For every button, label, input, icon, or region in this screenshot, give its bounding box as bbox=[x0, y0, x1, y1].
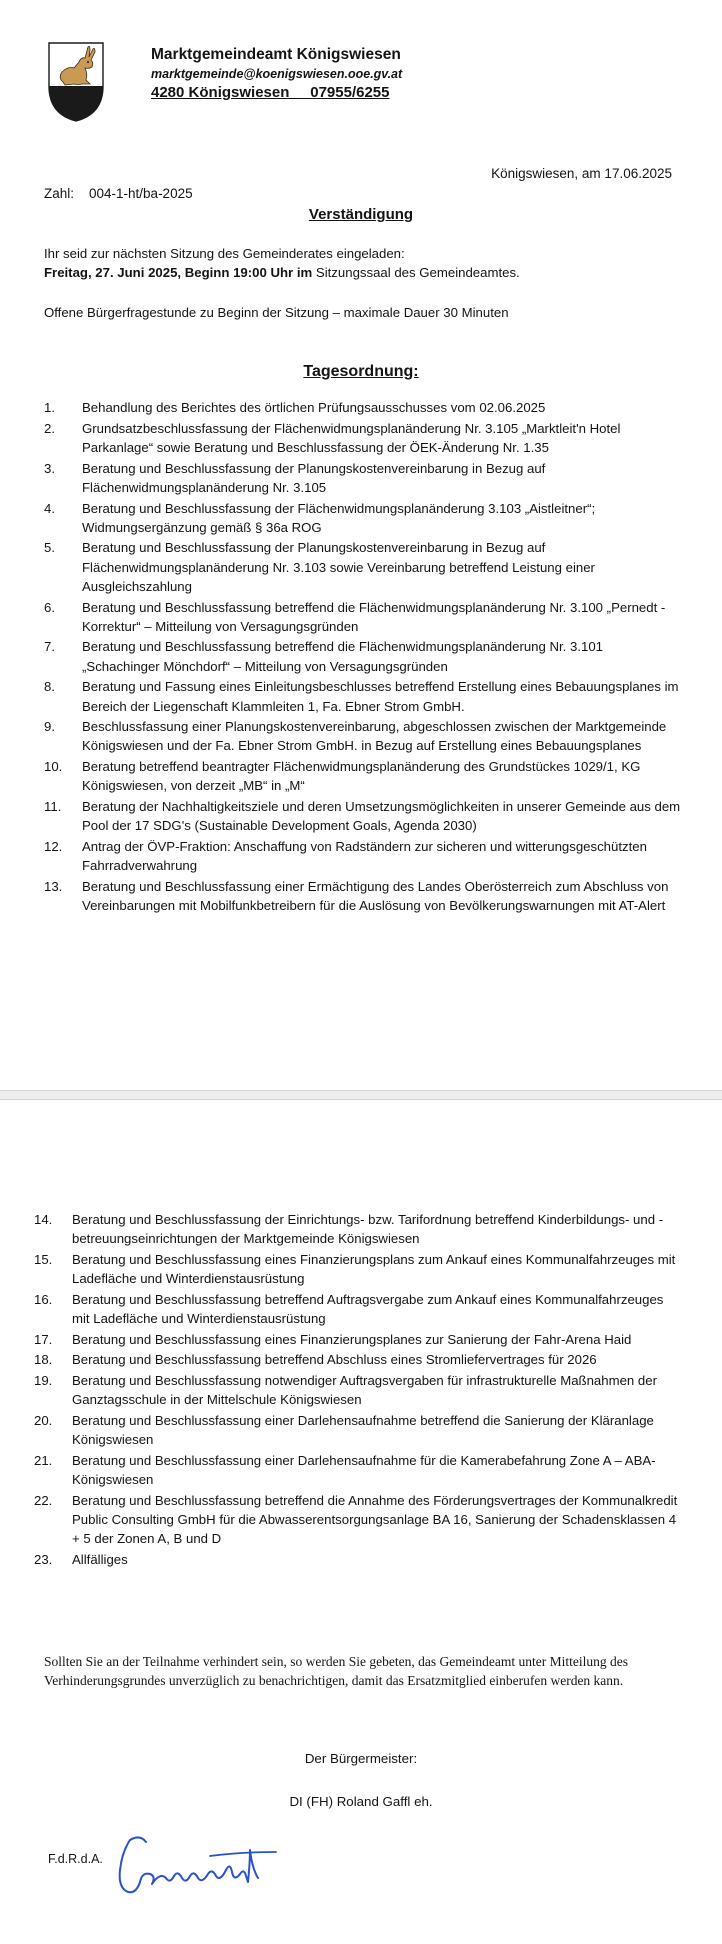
agenda-item-text: Beratung betreffend beantragter Flächenwidmungsplanänderung des Grundstückes 1029/1, KG Königswiesen, von derzeit „MB“ in „M“ bbox=[82, 759, 641, 794]
agenda-item-number: 16. bbox=[34, 1291, 53, 1307]
agenda-list-page-1 bbox=[44, 398, 682, 917]
agenda-item-number: 21. bbox=[34, 1452, 53, 1468]
agenda-item bbox=[34, 1250, 682, 1288]
agenda-item-number: 20. bbox=[34, 1413, 53, 1429]
agenda-item bbox=[44, 837, 682, 875]
agenda-item-text: Beratung und Beschlussfassung einer Ermächtigung des Landes Oberösterreich zum Abschluss von Vereinbarungen mit Mobilfunkbetreibern für die Auslösung von Bevölkerungswarnungen mit AT-Alert bbox=[82, 878, 669, 914]
agenda-item-text: Beratung und Beschlussfassung der Planungskostenvereinbarung in Bezug auf Flächenwidmungsplanänderung Nr. 3.105 bbox=[82, 460, 546, 495]
agenda-item-text: Beratung und Beschlussfassung der Planungskostenvereinbarung in Bezug auf Flächenwidmungsplanänderung Nr. 3.103 sowie Vereinbarung betreffend Leistung einer Ausgleichszahlung bbox=[82, 540, 595, 594]
agenda-item bbox=[44, 757, 682, 795]
agenda-item-number: 14. bbox=[34, 1212, 53, 1227]
agenda-item-number: 8. bbox=[44, 679, 55, 695]
agenda-item-text: Grundsatzbeschlussfassung der Flächenwidmungsplanänderung Nr. 3.105 „Marktleit'n Hotel Parkanlage“ sowie Beratung und Beschlussfassung der ÖEK-Änderung Nr. 1.35 bbox=[82, 420, 621, 455]
agenda-item bbox=[34, 1411, 682, 1449]
agenda-item-text: Beratung und Beschlussfassung notwendiger Auftragsvergaben für infrastrukturelle Maßnahmen der Ganztagsschule in der Mittelschule Königswiesen bbox=[72, 1373, 657, 1408]
agenda-item bbox=[34, 1550, 682, 1569]
signature-name: DI (FH) Roland Gaffl eh. bbox=[289, 1794, 433, 1809]
coat-of-arms-logo bbox=[48, 42, 104, 122]
meeting-time bbox=[44, 263, 684, 282]
agenda-item bbox=[44, 877, 682, 915]
invitation-paragraph bbox=[44, 244, 684, 282]
agenda-item-number: 2. bbox=[44, 420, 55, 436]
agenda-item bbox=[44, 538, 682, 596]
agenda-item bbox=[34, 1371, 682, 1409]
meeting-date: Freitag, 27. Juni 2025, Beginn 19:00 Uhr im bbox=[44, 265, 313, 280]
agenda-item-text: Beratung und Beschlussfassung betreffend die Annahme des Förderungsvertrages der Kommunalkredit Public Consulting GmbH für die Abwasserentsorgungsanlage BA 16, Sanierung der Schadensklassen 4 + 5 der Zonen A, B und D bbox=[72, 1492, 678, 1547]
public-question-time: Offene Bürgerfragestunde zu Beginn der Sitzung – maximale Dauer 30 Minuten bbox=[44, 305, 509, 320]
letterhead bbox=[151, 45, 402, 103]
agenda-item-number: 22. bbox=[34, 1492, 53, 1508]
closing-paragraph: Sollten Sie an der Teilnahme verhindert sein, so werden Sie gebeten, das Gemeindeamt unter Mitteilung des Verhinderungsgrundes unverzüglich zu benachrichtigen, damit das Ersatzmitglied einberufen werden kann. bbox=[44, 1654, 629, 1688]
agenda-item-text: Beratung und Beschlussfassung einer Darlehensaufnahme für die Kamerabefahrung Zone A – ABA-Königswiesen bbox=[72, 1452, 656, 1488]
agenda-item bbox=[44, 677, 682, 715]
meeting-location: Sitzungssaal des Gemeindeamtes. bbox=[312, 265, 520, 280]
reference-number: Zahl: 004-1-ht/ba-2025 bbox=[44, 186, 193, 201]
agenda-item-number: 18. bbox=[34, 1352, 53, 1368]
agenda-item-number: 13. bbox=[44, 878, 63, 894]
office-address: 4280 Königswiesen 07955/6255 bbox=[151, 84, 390, 101]
agenda-item-text: Beratung und Beschlussfassung betreffend die Flächenwidmungsplanänderung Nr. 3.100 „Pernedt - Korrektur“ – Mitteilung von Versagungsgründen bbox=[82, 599, 666, 634]
agenda-item-number: 17. bbox=[34, 1331, 53, 1347]
agenda-item bbox=[34, 1210, 682, 1248]
agenda-item bbox=[44, 637, 682, 675]
agenda-item bbox=[44, 598, 682, 636]
agenda-item-number: 19. bbox=[34, 1373, 53, 1389]
agenda-item bbox=[44, 717, 682, 755]
agenda-item-number: 7. bbox=[44, 639, 55, 655]
page-break bbox=[0, 1090, 722, 1100]
handwritten-signature bbox=[100, 1822, 300, 1912]
agenda-item bbox=[34, 1451, 682, 1489]
agenda-item bbox=[34, 1330, 682, 1349]
office-name: Marktgemeindeamt Königswiesen bbox=[151, 46, 401, 63]
agenda-item-number: 5. bbox=[44, 540, 55, 556]
agenda-item bbox=[44, 419, 682, 457]
agenda-item-text: Beratung und Beschlussfassung betreffend Abschluss eines Stromliefervertrages für 2026 bbox=[72, 1352, 597, 1368]
agenda-item-text: Beratung der Nachhaltigkeitsziele und deren Umsetzungsmöglichkeiten in unserer Gemeinde aus dem Pool der 17 SDG's (Sustainable Development Goals, Agenda 2030) bbox=[82, 799, 681, 834]
invitation-intro: Ihr seid zur nächsten Sitzung des Gemeinderates eingeladen: bbox=[44, 246, 405, 261]
agenda-item-number: 6. bbox=[44, 599, 55, 615]
agenda-item bbox=[34, 1491, 682, 1549]
agenda-item-number: 3. bbox=[44, 460, 55, 476]
agenda-item-number: 1. bbox=[44, 400, 55, 415]
agenda-item bbox=[44, 398, 682, 417]
agenda-item bbox=[44, 459, 682, 497]
agenda-item-number: 23. bbox=[34, 1551, 53, 1567]
agenda-item-number: 15. bbox=[34, 1251, 53, 1267]
agenda-item-text: Beratung und Beschlussfassung der Einrichtungs- bzw. Tarifordnung betreffend Kinderbildungs- und -betreuungseinrichtungen der Marktgemeinde Königswiesen bbox=[72, 1212, 664, 1247]
agenda-item bbox=[34, 1350, 682, 1369]
agenda-item-text: Beratung und Beschlussfassung betreffend Auftragsvergabe zum Ankauf eines Kommunalfahrzeuges mit Ladefläche und Winterdienstausrüstung bbox=[72, 1291, 664, 1327]
date-line: Königswiesen, am 17.06.2025 bbox=[491, 166, 672, 181]
agenda-item-text: Antrag der ÖVP-Fraktion: Anschaffung von Radständern zur sicheren und witterungsgeschützten Fahrradverwahrung bbox=[82, 838, 647, 874]
fdrda-label: F.d.R.d.A. bbox=[48, 1852, 103, 1866]
agenda-item-number: 12. bbox=[44, 838, 63, 854]
agenda-item-number: 9. bbox=[44, 719, 55, 735]
office-email: marktgemeinde@koenigswiesen.ooe.gv.at bbox=[151, 67, 403, 81]
agenda-item-number: 10. bbox=[44, 759, 63, 775]
agenda-item-text: Beschlussfassung einer Planungskostenvereinbarung, abgeschlossen zwischen der Marktgemeinde Königswiesen und der Fa. Ebner Strom GmbH. in Bezug auf Erstellung eines Bebauungsplanes bbox=[82, 719, 667, 754]
agenda-item-text: Behandlung des Berichtes des örtlichen Prüfungsausschusses vom 02.06.2025 bbox=[82, 400, 546, 415]
page-2 bbox=[0, 1100, 722, 1944]
agenda-item bbox=[44, 499, 682, 537]
agenda-item-number: 11. bbox=[44, 799, 62, 815]
agenda-item-text: Beratung und Beschlussfassung eines Finanzierungsplanes zur Sanierung der Fahr-Arena Haid bbox=[72, 1331, 632, 1347]
agenda-item-text: Beratung und Beschlussfassung eines Finanzierungsplans zum Ankauf eines Kommunalfahrzeuges mit Ladefläche und Winterdienstausrüstung bbox=[72, 1251, 676, 1287]
agenda-item-text: Allfälliges bbox=[72, 1551, 128, 1567]
agenda-item-text: Beratung und Fassung eines Einleitungsbeschlusses betreffend Erstellung eines Bebauungsplanes im Bereich der Liegenschaft Klammleiten 1, Fa. Ebner Strom GmbH. bbox=[82, 679, 679, 714]
agenda-item-text: Beratung und Beschlussfassung der Flächenwidmungsplanänderung 3.103 „Aistleitner“; Widmungsergänzung gemäß § 36a ROG bbox=[82, 500, 596, 535]
agenda-item-text: Beratung und Beschlussfassung einer Darlehensaufnahme betreffend die Sanierung der Kläranlage Königswiesen bbox=[72, 1413, 654, 1448]
document-heading: Verständigung bbox=[308, 206, 414, 223]
agenda-item-number: 4. bbox=[44, 500, 55, 516]
signature-title: Der Bürgermeister: bbox=[304, 1751, 418, 1766]
agenda-heading: Tagesordnung: bbox=[303, 363, 419, 380]
agenda-item bbox=[34, 1290, 682, 1328]
agenda-item-text: Beratung und Beschlussfassung betreffend die Flächenwidmungsplanänderung Nr. 3.101 „Schachinger Mönchdorf“ – Mitteilung von Versagungsgründen bbox=[82, 639, 604, 674]
agenda-list-page-2 bbox=[34, 1210, 682, 1571]
agenda-item bbox=[44, 797, 682, 835]
